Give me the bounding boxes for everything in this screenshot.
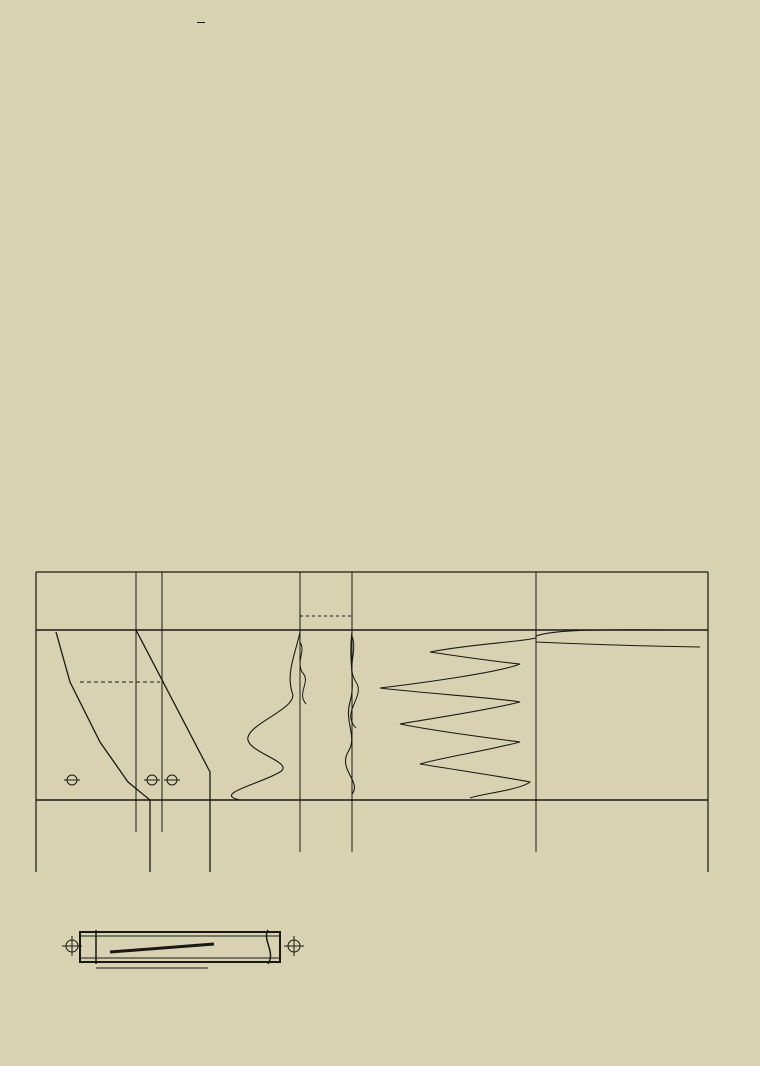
- figure-8: [0, 532, 760, 1022]
- measurement-diagram: [0, 532, 760, 1022]
- distance-table: [404, 10, 680, 12]
- table-header: [560, 10, 680, 12]
- equation-numerator: [197, 22, 205, 23]
- right-column: [388, 4, 740, 12]
- table-header-row: [404, 10, 680, 12]
- equation-7: [22, 4, 374, 40]
- lock-plan-view: [62, 930, 304, 968]
- equation-fraction: [197, 22, 205, 23]
- left-column: [22, 4, 374, 40]
- table-header: [440, 10, 560, 12]
